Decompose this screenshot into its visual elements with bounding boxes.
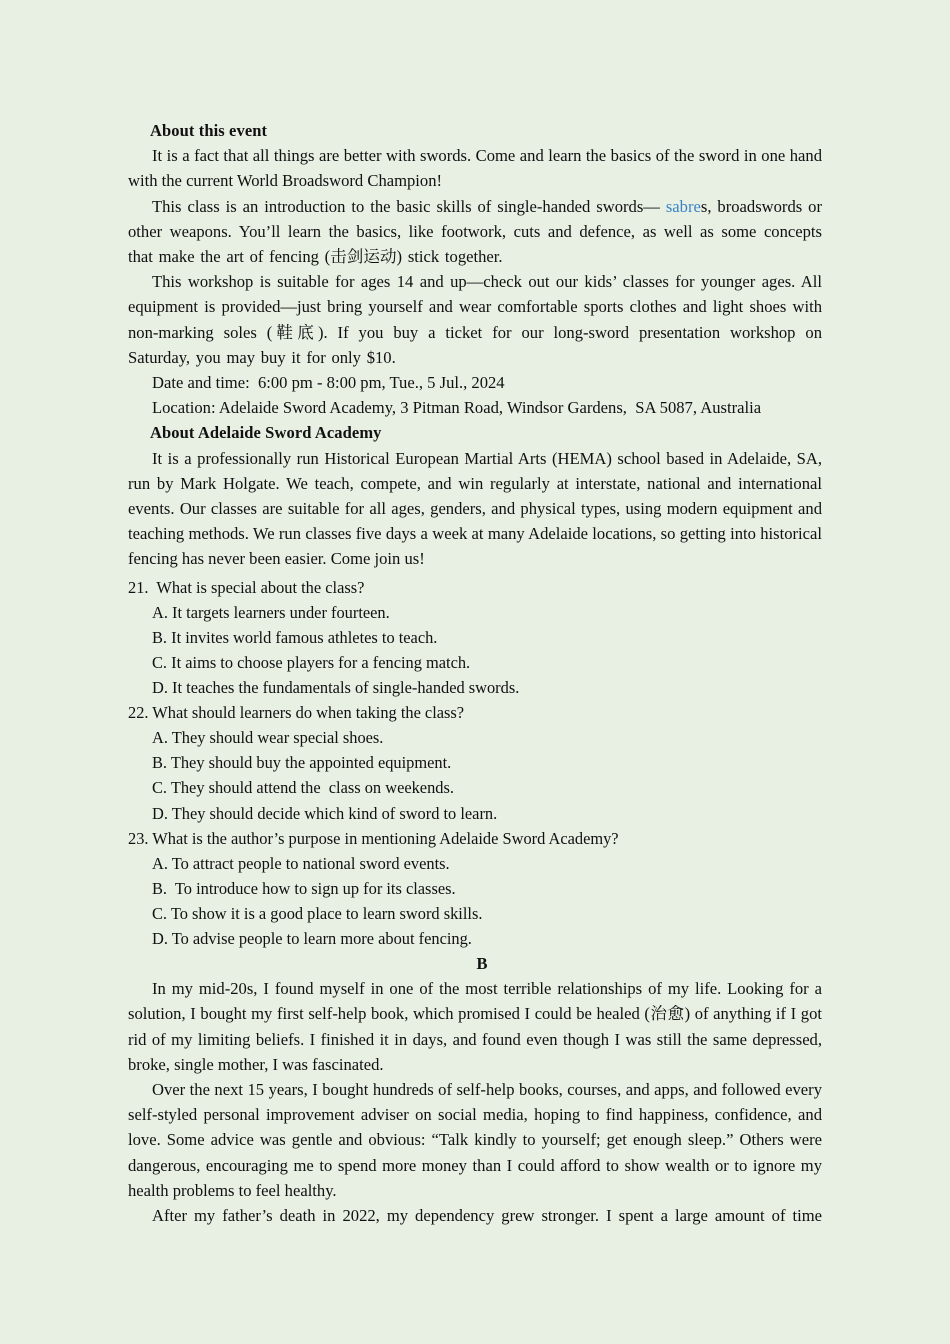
passage-b-paragraph-3: After my father’s death in 2022, my dependency grew stronger. I spent a large amount of time <box>152 1206 822 1226</box>
question-22-option-d[interactable]: D. They should decide which kind of sword to learn. <box>152 803 498 823</box>
question-22-option-a[interactable]: A. They should wear special shoes. <box>152 728 384 748</box>
paragraph-academy-description: It is a professionally run Historical European Martial Arts (HEMA) school based in Adelaide, SA, run by Mark Holgate. We teach, compete, and win regularly at interstate, national and international events. Our classes are suitable for all ages, genders, and physical types, using modern equipment and teaching methods. We run classes five days a week at many Adelaide locations, so getting into historical fencing has never been easier. Come join us! <box>128 448 822 569</box>
question-23 <box>128 826 822 951</box>
question-22-stem: 22. What should learners do when taking the class? <box>128 703 465 723</box>
passage-b-paragraph-1: In my mid-20s, I found myself in one of the most terrible relationships of my life. Looking for a solution, I bought my first self-help book, which promised I could be healed (治愈) of anything if I got rid of my limiting beliefs. I finished it in days, and found even though I was still the same depressed, broke, single mother, I was fascinated. <box>128 979 822 1074</box>
question-21-option-c[interactable]: C. It aims to choose players for a fencing match. <box>152 652 471 672</box>
paragraph-class-text-after-link: s, broadswords or other weapons. You’ll learn the basics, like footwork, cuts and defence, as well as some concepts that make the art of fencing (击剑运动) stick together. <box>128 196 822 267</box>
question-22-option-c[interactable]: C. They should attend the class on weekends. <box>152 778 454 798</box>
question-22-option-b[interactable]: B. They should buy the appointed equipment. <box>152 753 452 773</box>
question-23-option-a[interactable]: A. To attract people to national sword events. <box>152 853 450 873</box>
question-23-option-d[interactable]: D. To advise people to learn more about fencing. <box>152 928 472 948</box>
event-date-and-time: Date and time: 6:00 pm - 8:00 pm, Tue., 5 Jul., 2024 <box>152 373 505 393</box>
question-22 <box>128 700 822 825</box>
question-21-stem: 21. What is special about the class? <box>128 577 365 597</box>
event-location: Location: Adelaide Sword Academy, 3 Pitman Road, Windsor Gardens, SA 5087, Australia <box>152 398 762 418</box>
question-21-option-a[interactable]: A. It targets learners under fourteen. <box>152 602 390 622</box>
paragraph-class-text-before-link: This class is an introduction to the basic skills of single-handed swords— <box>152 196 666 216</box>
paragraph-intro: It is a fact that all things are better with swords. Come and learn the basics of the sword in one hand with the current World Broadsword Champion! <box>128 146 822 191</box>
heading-about-this-event: About this event <box>150 121 268 140</box>
section-letter-b: B <box>476 954 488 974</box>
question-21-option-d[interactable]: D. It teaches the fundamentals of single-handed swords. <box>152 678 520 698</box>
heading-about-adelaide-sword-academy: About Adelaide Sword Academy <box>150 423 382 443</box>
question-23-option-c[interactable]: C. To show it is a good place to learn sword skills. <box>152 903 483 923</box>
question-21 <box>128 575 822 700</box>
question-23-stem: 23. What is the author’s purpose in mentioning Adelaide Sword Academy? <box>128 828 619 848</box>
paragraph-workshop-details: This workshop is suitable for ages 14 and up—check out our kids’ classes for younger ages. All equipment is provided—just bring yourself and wear comfortable sports clothes and light shoes with non-marking soles (鞋底). If you buy a ticket for our long-sword presentation workshop on Saturday, you may buy it for only $10. <box>128 272 822 367</box>
passage-b-paragraph-2: Over the next 15 years, I bought hundreds of self-help books, courses, and apps, and followed every self-styled personal improvement adviser on social media, hoping to find happiness, confidence, and love. Some advice was gentle and obvious: “Talk kindly to yourself; get enough sleep.” Others were dangerous, encouraging me to spend more money than I could afford to show wealth or to ignore my health problems to feel healthy. <box>128 1080 822 1200</box>
question-21-option-b[interactable]: B. It invites world famous athletes to teach. <box>152 627 438 647</box>
question-23-option-b[interactable]: B. To introduce how to sign up for its classes. <box>152 878 456 898</box>
paragraph-class-description <box>128 194 822 270</box>
document-body <box>128 118 822 1228</box>
sabres-link[interactable]: sabre <box>665 196 701 216</box>
